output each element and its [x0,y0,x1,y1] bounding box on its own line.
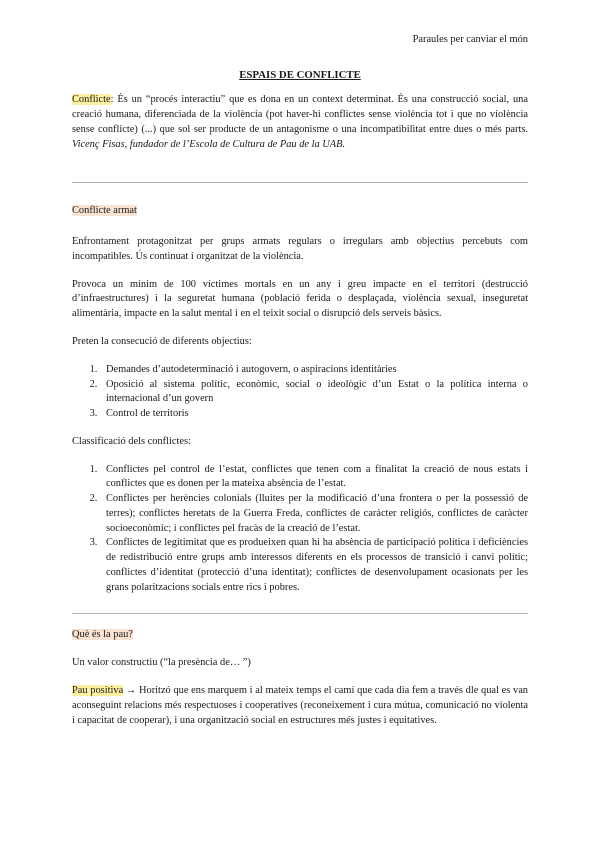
pau-paragraph-1: Un valor constructiu (“la presència de… ”) [72,657,251,669]
intro-text: : És un “procés interactiu” que es dona en un context determinat. És una construcció social, una creació humana, diferenciada de la violència (pot haver-hi conflictes sense violència tot i que no violència sense conflicte) (...) que sol ser producte de un antagonisme o una incompatibilitat entre dues o més parts. [72,94,528,135]
list-item: 3. Conflictes de legitimitat que es produeixen quan hi ha absència de participació política i deficiències de redistribució entre grups amb interessos diferents en els processos de transició i canvi polític; conflictes d’identitat (protecció d’una identitat); conflictes de desenvolupament ocasionats per les grans polaritzacions socials entre rics i pobres. [100,536,528,595]
pau-positiva-term: Pau positiva [72,685,124,696]
armat-paragraph-1: Enfrontament protagonitzat per grups armats regulars o irregulars amb objectius percebuts com incompatibles. Ús continuat i organitzat de la violència. [72,236,528,262]
document-title: ESPAIS DE CONFLICTE [239,69,361,81]
page-header: Paraules per canviar el món [412,34,528,45]
objectives-intro: Preten la consecució de diferents objectius: [72,335,252,347]
section-heading-armat: Conflicte armat [72,205,137,217]
document-body [72,68,528,728]
classification-intro: Classificació dels conflictes: [72,435,191,447]
list-item: 2. Oposició al sistema polític, econòmic, social o ideològic d’un Estat o la política interna o internacional d’un govern [100,378,528,408]
intro-paragraph [72,93,528,152]
list-item: 1. Conflictes pel control de l’estat, conflictes que tenen com a finalitat la creació de nous estats i conflictes que es donen per la mateixa absència de l’estat. [100,463,528,493]
list-item: 1. Demandes d’autodeterminació i autogovern, o aspiracions identitàries [100,363,528,378]
classification-list [72,463,528,596]
section-heading-pau: Què és la pau? [72,629,133,641]
objectives-list [72,363,528,422]
conflicte-term: Conflicte [72,94,111,106]
pau-paragraph-2: Pau positiva → Horitzó que ens marquem i al mateix temps el camí que cada dia fem a través dle qual es van aconseguint relacions més respectuoses i cooperatives (reconeixement i cura mútua, comunicació no violenta i capacitat de cooperar), i una organització social en estructures més justes i equitatives. [72,685,528,726]
arrow-glyph: → [123,685,140,696]
intro-citation: Vicenç Fisas, fundador de l’Escola de Cultura de Pau de la UAB. [72,138,346,150]
list-item: 2. Conflictes per herències colonials (lluites per la modificació d’una frontera o per la possessió de terres); conflictes heretats de la Guerra Freda, conflictes de caràcter religiós, conflictes de caràcter socioeconòmic; i conflictes pel fracàs de la creació de l’estat. [100,492,528,536]
list-item: 3. Control de territoris [100,407,528,422]
armat-paragraph-2: Provoca un mínim de 100 víctimes mortals en un any i greu impacte en el territori (destrucció d’infraestructures) i la seguretat humana (població ferida o desplaçada, violència sexual, inseguretat alimentària, impacte en la salut mental i en el teixit social o disrupció dels serveis bàsics. [72,278,528,320]
